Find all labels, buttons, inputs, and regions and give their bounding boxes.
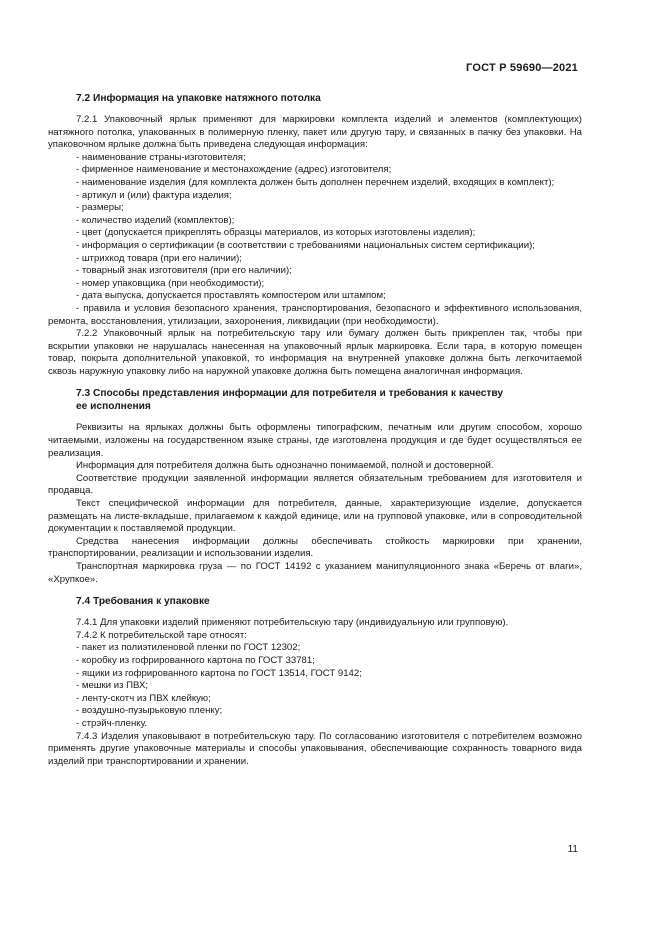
list-item: - коробку из гофрированного картона по ГОСТ 33781; [76,654,315,666]
list-item: - штрихкод товара (при его наличии); [76,252,242,264]
list-item: - количество изделий (комплектов); [76,214,235,226]
list-item: - стрэйч-пленку. [76,717,148,729]
section-title-7-3-line2: ее исполнения [76,401,151,413]
section-title-7-4: 7.4 Требования к упаковке [76,596,210,608]
standard-header: ГОСТ Р 59690—2021 [466,62,578,74]
list-item: - пакет из полиэтиленовой пленки по ГОСТ 12302; [76,642,301,654]
paragraph: Текст специфической информации для потребителя, данные, характеризующие изделие, допускается размещать на листе-вкладыше, прилагаемом к каждой единице, или на групповой упаковке, или в сопроводительной документации к поставляемой продукции. [48,498,582,535]
list-item: - наименование страны-изготовителя; [76,151,246,163]
list-item: - информация о сертификации (в соответствии с требованиями национальных систем сертификации); [76,239,535,251]
list-item: - наименование изделия (для комплекта должен быть дополнен перечнем изделий, входящих в комплект); [76,176,555,188]
paragraph-7-4-3: 7.4.3 Изделия упаковывают в потребительскую тару. По согласованию изготовителя с потребителем возможно применять другие упаковочные материалы и способы упаковывания, обеспечивающие сохранность товарного вида изделий при транспортировании и хранении. [48,730,582,767]
paragraph-7-4-1: 7.4.1 Для упаковки изделий применяют потребительскую тару (индивидуальную или групповую). [76,617,509,629]
list-item: - дата выпуска, допускается проставлять компостером или штампом; [76,290,386,302]
label-info-list [48,152,582,328]
paragraph-7-2-2: 7.2.2 Упаковочный ярлык на потребительскую тару или бумагу должен быть прикреплен так, чтобы при вскрытии упаковки не нарушалась нанесенная на упаковочный ярлык маркировка. Если тара, в которую помещен товар, покрыта дополнительной упаковкой, то информация на внутренней упаковке должна быть легкочитаемой сквозь наружную упаковку либо на наружной упаковке должна быть помещена аналогичная информация. [48,328,582,377]
list-item: - цвет (допускается прикреплять образцы материалов, из которых изготовлены изделия); [76,227,476,239]
list-item: - товарный знак изготовителя (при его наличии); [76,265,292,277]
paragraph: Реквизиты на ярлыках должны быть оформлены типографским, печатным или другим способом, хорошо читаемыми, изложены на государственном языке страны, где изготовлена продукция и где будет осуществляться ее реализация. [48,422,582,459]
section-title-7-3-line1: 7.3 Способы представления информации для потребителя и требования к качеству [76,388,504,400]
list-item: - номер упаковщика (при необходимости); [76,277,265,289]
paragraph-7-2-1: 7.2.1 Упаковочный ярлык применяют для маркировки комплекта изделий и элементов (комплектующих) натяжного потолка, упакованных в полимерную пленку, пакет или другую тару, и связанных в пачку без упаковки. На упаковочном ярлыке должна быть приведена следующая информация: [48,114,582,151]
section-title-7-3 [48,387,582,413]
list-item: - артикул и (или) фактура изделия; [76,189,232,201]
paragraph: Средства нанесения информации должны обеспечивать стойкость маркировки при хранении, транспортировании, реализации и использовании изделия. [48,535,582,560]
page-number: 11 [567,844,578,855]
paragraph: Соответствие продукции заявленной информации является обязательным требованием для изготовителя и продавца. [48,472,582,497]
list-item: - ленту-скотч из ПВХ клейкую; [76,692,211,704]
list-item: - ящики из гофрированного картона по ГОСТ 13514, ГОСТ 9142; [76,667,362,679]
list-item: - правила и условия безопасного хранения, транспортирования, безопасного и эффективного использования, ремонта, восстановления, утилизации, захоронения, ликвидации (при необходимости). [48,302,582,327]
list-item: - воздушно-пузырьковую пленку; [76,705,223,717]
paragraph: Транспортная маркировка груза — по ГОСТ 14192 с указанием манипуляционного знака «Беречь от влаги», «Хрупкое». [48,561,582,585]
list-item: - мешки из ПВХ; [76,680,149,692]
document-body [48,92,582,768]
packaging-list [48,642,582,730]
list-item: - размеры; [76,202,124,214]
list-item: - фирменное наименование и местонахождение (адрес) изготовителя; [76,164,392,176]
paragraph-7-4-2: 7.4.2 К потребительской таре относят: [76,629,247,641]
paragraph: Информация для потребителя должна быть однозначно понимаемой, полной и достоверной. [76,460,494,472]
section-title-7-2: 7.2 Информация на упаковке натяжного потолка [76,93,321,104]
